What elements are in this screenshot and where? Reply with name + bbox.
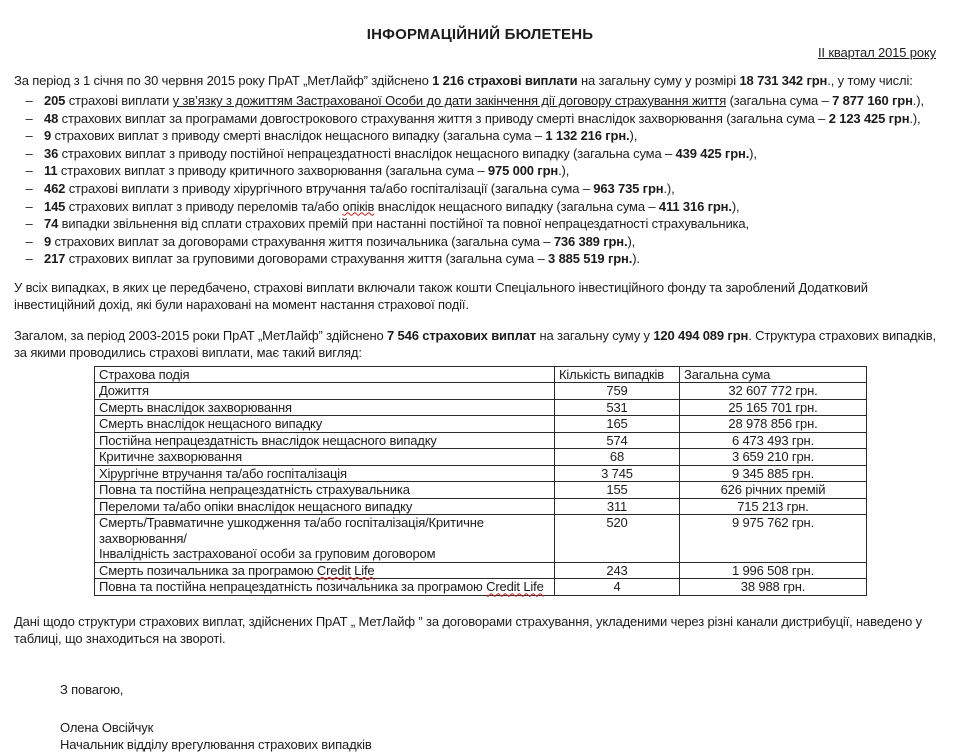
text-run: 1 132 216 грн. [545, 128, 630, 144]
text-run: 975 000 грн [487, 163, 559, 179]
text-run: . Структура страхових випадків, за якими проводились страхові виплати, має такий вигляд: [14, 327, 936, 360]
bullet-dash: – [25, 145, 33, 161]
table-row [95, 515, 867, 563]
payout-item-text [44, 145, 946, 163]
text-run: страхових виплат за програмами довгострокового страхування життя з приводу смерті внаслідок захворювання (загальна сума – [58, 110, 829, 126]
bullet-dash: – [25, 128, 33, 144]
text-run: страхових виплат з приводу смерті внаслідок нещасного випадку (загальна сума – [51, 128, 546, 144]
signature-block [60, 719, 946, 753]
event-cell [95, 432, 555, 449]
column-header: Загальна сума [680, 366, 867, 383]
text-run: Переломи та/або опіки внаслідок нещасного випадку [99, 498, 413, 514]
text-run: страхових виплат з приводу переломів та/або [65, 198, 343, 214]
text-run: 217 [44, 251, 66, 267]
text-run: 439 425 грн. [675, 145, 750, 161]
text-run: 462 [44, 180, 66, 196]
text-run: За період з 1 січня по 30 червня 2015 року ПрАТ „МетЛайф” здійснено [14, 73, 433, 88]
table-row [95, 498, 867, 515]
claims-table [94, 366, 867, 596]
sum-cell: 626 річних премій [680, 482, 867, 499]
bullet-dash: – [25, 198, 33, 214]
text-run: .), [909, 110, 921, 126]
sum-cell: 32 607 772 грн. [680, 383, 867, 400]
text-run: Повна та постійна непрацездатність страхувальника [99, 482, 410, 498]
bullet-dash: – [25, 110, 33, 126]
event-cell [95, 579, 555, 596]
period-row [14, 45, 946, 60]
all-cases-paragraph: У всіх випадках, в яких це передбачено, страхові виплати включали також кошти Спеціального інвестиційного фонду та зароблений Додатковий інвестиційний дохід, які були нараховані на момент настання страхової події. [14, 279, 868, 312]
bullet-dash: – [25, 216, 33, 232]
sum-cell: 1 996 508 грн. [680, 562, 867, 579]
count-cell: 759 [555, 383, 680, 400]
text-run: 18 731 342 грн [739, 73, 828, 88]
payout-item-text [44, 180, 946, 198]
count-cell: 3 745 [555, 465, 680, 482]
column-header: Кількість випадків [555, 366, 680, 383]
text-run: 205 [44, 93, 66, 108]
table-header-row [95, 366, 867, 383]
sum-cell: 9 975 762 грн. [680, 515, 867, 563]
text-run: у зв’язку з дожиттям Застрахованої Особи до дати закінчення дії договору страхування життя [172, 93, 727, 108]
table-row [95, 432, 867, 449]
table-row [95, 465, 867, 482]
text-run: ., у тому числі: [827, 73, 913, 88]
text-run: внаслідок нещасного випадку (загальна сума – [374, 198, 659, 214]
text-run: .), [912, 93, 924, 108]
payout-item [14, 180, 946, 198]
table-row [95, 579, 867, 596]
event-cell [95, 498, 555, 515]
text-run: страхових виплат з приводу постійної непрацездатності внаслідок нещасного випадку (загальна сума – [58, 145, 676, 161]
signature-name: Олена Овсійчук [60, 719, 154, 735]
column-header: Страхова подія [95, 366, 555, 383]
sum-cell: 3 659 210 грн. [680, 449, 867, 466]
sum-cell: 9 345 885 грн. [680, 465, 867, 482]
event-cell [95, 416, 555, 433]
text-run: 736 389 грн. [553, 233, 628, 249]
text-run: випадки звільнення від сплати страхових премій при настанні постійної та повної непрацездатності страхувальника, [58, 216, 749, 232]
text-run: ). [632, 251, 640, 267]
text-run: Смерть позичальника за програмою [99, 562, 317, 578]
sum-cell: 6 473 493 грн. [680, 432, 867, 449]
table-row [95, 383, 867, 400]
count-cell: 4 [555, 579, 680, 596]
text-run: 145 [44, 198, 66, 214]
bullet-dash: – [25, 233, 33, 249]
event-cell [95, 515, 555, 563]
sum-cell: 38 988 грн. [680, 579, 867, 596]
total-paragraph [14, 327, 946, 361]
text-run: 9 [44, 128, 52, 144]
page-title: ІНФОРМАЦІЙНИЙ БЮЛЕТЕНЬ [366, 26, 594, 43]
text-run: 74 [44, 216, 59, 232]
text-run: (загальна сума – [726, 93, 833, 108]
count-cell: 574 [555, 432, 680, 449]
text-run: на загальну суму у розмірі [577, 73, 740, 88]
text-run: 411 316 грн. [658, 198, 732, 214]
text-run: ), [629, 128, 638, 144]
text-run: на загальну суму у [536, 327, 654, 343]
payout-item-text [44, 250, 946, 268]
payout-item-text [44, 233, 946, 251]
count-cell: 68 [555, 449, 680, 466]
text-run: Дожиття [99, 383, 149, 399]
count-cell: 520 [555, 515, 680, 563]
text-run: 9 [44, 233, 52, 249]
text-run: страхових виплат за груповими договорами страхування життя (загальна сума – [65, 251, 549, 267]
payout-item-text [44, 215, 946, 233]
text-run: Хірургічне втручання та/або госпіталізація [99, 465, 347, 481]
text-run: 36 [44, 145, 59, 161]
event-cell [95, 449, 555, 466]
payout-item-text [44, 162, 946, 180]
table-row [95, 449, 867, 466]
text-run: 120 494 089 грн [653, 327, 749, 343]
closing-regards: З повагою, [60, 681, 124, 697]
table-row [95, 416, 867, 433]
period-label: ІІ квартал 2015 року [817, 45, 936, 60]
text-run: Інвалідність застрахованої особи за груповим договором [99, 546, 436, 562]
sum-cell: 715 213 грн. [680, 498, 867, 515]
text-run: ), [749, 145, 757, 161]
event-cell [95, 399, 555, 416]
text-run: Постійна непрацездатність внаслідок нещасного випадку [99, 432, 437, 448]
count-cell: 165 [555, 416, 680, 433]
text-run: страхових виплат з приводу критичного захворювання (загальна сума – [57, 163, 488, 179]
text-run: Повна та постійна непрацездатність позичальника за програмою [99, 579, 487, 595]
event-cell [95, 482, 555, 499]
payout-item [14, 250, 946, 268]
text-run: ), [731, 198, 740, 214]
text-run: 7 546 страхових виплат [387, 327, 536, 343]
payout-item-text [44, 92, 946, 110]
text-run: Смерть внаслідок захворювання [99, 399, 292, 415]
distribution-paragraph: Дані щодо структури страхових виплат, здійснених ПрАТ „ МетЛайф ” за договорами страхування, укладеними через різні канали дистрибуції, наведено у таблиці, що знаходиться на звороті. [14, 613, 922, 646]
text-run: 1 216 страхові виплати [432, 73, 578, 88]
count-cell: 243 [555, 562, 680, 579]
text-run: страхові виплати [65, 93, 173, 108]
text-run: 48 [44, 110, 59, 126]
text-run: 7 877 160 грн [832, 93, 913, 108]
payout-item-text [44, 110, 946, 128]
bullet-dash: – [25, 251, 33, 267]
text-run: .), [663, 180, 675, 196]
payout-item [14, 162, 946, 180]
payout-item [14, 198, 946, 216]
table-body [95, 383, 867, 596]
intro-paragraph [14, 72, 946, 89]
text-run: Credit Life [486, 579, 544, 595]
payout-item [14, 92, 946, 110]
sum-cell: 25 165 701 грн. [680, 399, 867, 416]
payout-item [14, 127, 946, 145]
payout-item [14, 233, 946, 251]
count-cell: 155 [555, 482, 680, 499]
bullet-dash: – [25, 180, 33, 196]
text-run: Смерть/Травматичне ушкодження та/або госпіталізація/Критичне захворювання/ [99, 515, 484, 546]
table-row [95, 482, 867, 499]
bullet-dash: – [25, 163, 33, 179]
text-run: Критичне захворювання [99, 449, 242, 465]
text-run: .), [558, 163, 570, 179]
text-run: Загалом, за період 2003-2015 роки ПрАТ „МетЛайф” здійснено [14, 327, 388, 343]
table-row [95, 399, 867, 416]
text-run: опіків [342, 198, 375, 214]
event-cell [95, 383, 555, 400]
bullet-dash: – [25, 93, 33, 108]
text-run: 2 123 425 грн [828, 110, 910, 126]
text-run: Смерть внаслідок нещасного випадку [99, 416, 323, 432]
payout-item-text [44, 127, 946, 145]
table-row [95, 562, 867, 579]
payout-item-text [44, 198, 946, 216]
signature-position: Начальник відділу врегулювання страхових випадків [60, 736, 372, 752]
text-run: страхових виплат за договорами страхування життя позичальника (загальна сума – [51, 233, 554, 249]
count-cell: 531 [555, 399, 680, 416]
payout-list [14, 92, 946, 268]
text-run: страхові виплати з приводу хірургічного втручання та/або госпіталізації (загальна сума – [65, 180, 594, 196]
event-cell [95, 465, 555, 482]
payout-item [14, 215, 946, 233]
payout-item [14, 110, 946, 128]
text-run: 3 885 519 грн. [548, 251, 633, 267]
text-run: Credit Life [316, 562, 375, 578]
text-run: 11 [44, 163, 58, 179]
payout-item [14, 145, 946, 163]
count-cell: 311 [555, 498, 680, 515]
text-run: ), [627, 233, 636, 249]
sum-cell: 28 978 856 грн. [680, 416, 867, 433]
event-cell [95, 562, 555, 579]
text-run: 963 735 грн [593, 180, 664, 196]
